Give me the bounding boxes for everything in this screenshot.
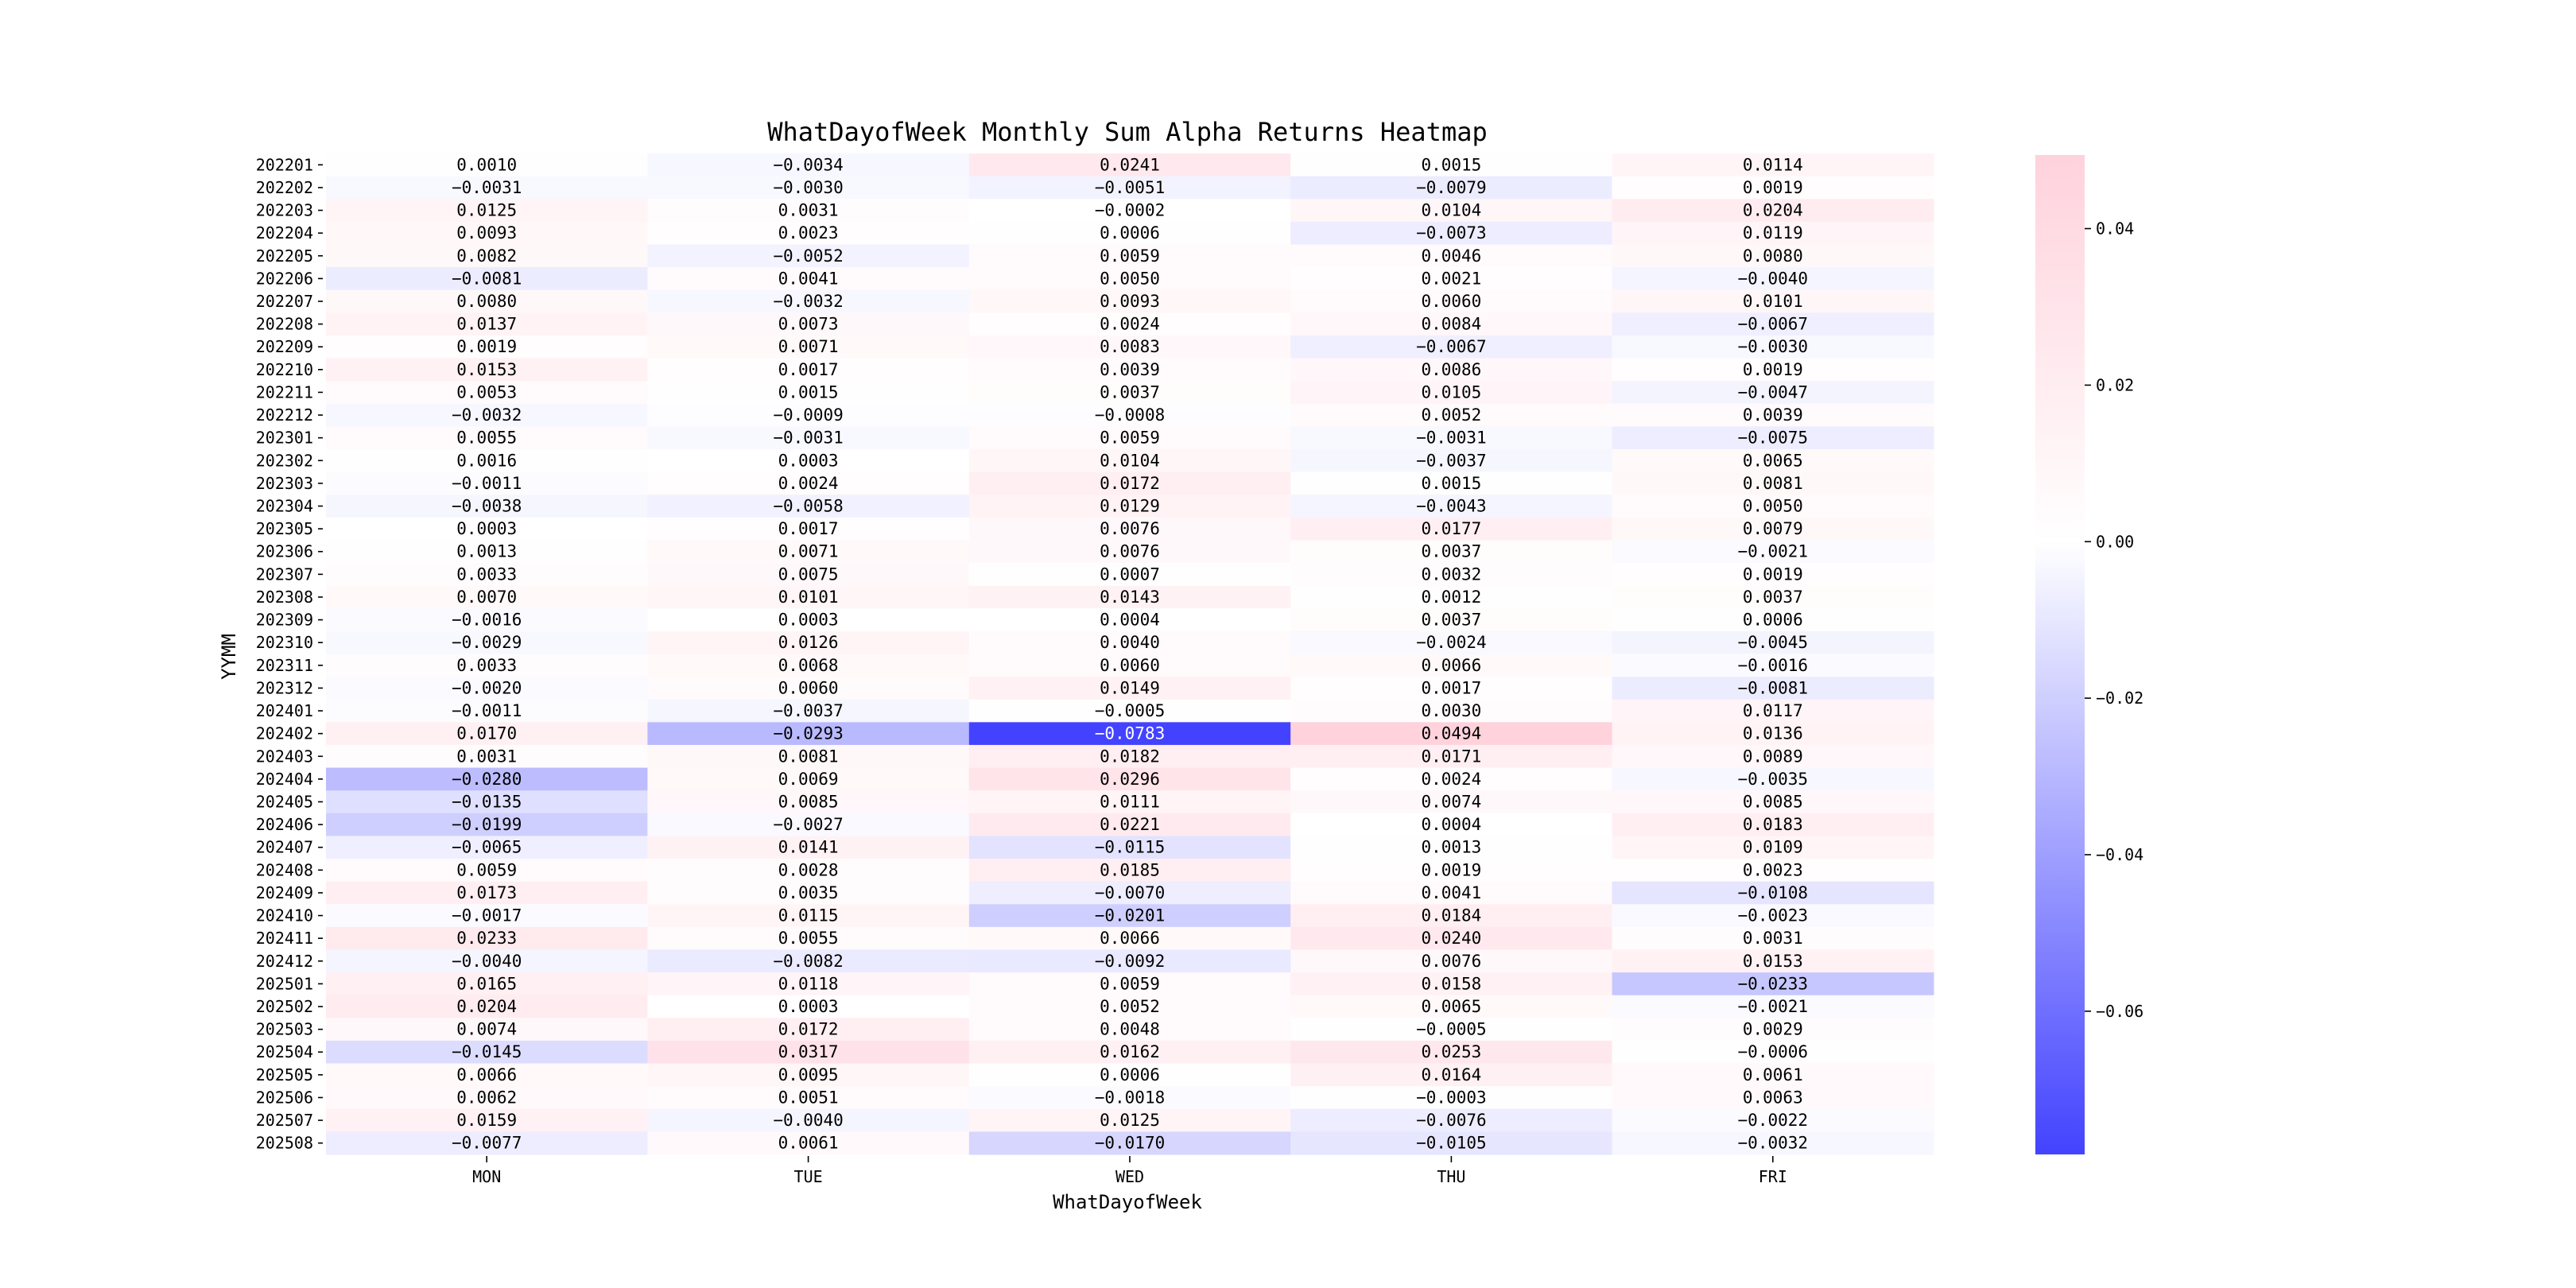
cell-value-label: 0.0253 [1421, 1042, 1482, 1062]
cell-value-label: 0.0059 [1100, 246, 1160, 266]
colorbar-tick-label: −0.02 [2096, 689, 2144, 708]
cell-value-label: −0.0051 [1094, 177, 1166, 197]
cell-value-label: 0.0086 [1421, 359, 1482, 379]
cell-value-label: 0.0115 [778, 906, 839, 925]
cell-value-label: 0.0076 [1100, 519, 1160, 539]
y-tick-label: 202310 [255, 633, 313, 653]
cell-value-label: 0.0013 [1421, 837, 1482, 857]
cell-value-label: 0.0085 [778, 792, 839, 812]
cell-value-label: 0.0093 [1100, 291, 1160, 311]
cell-value-label: 0.0068 [778, 655, 839, 675]
cell-value-label: 0.0317 [778, 1042, 839, 1062]
cell-value-label: 0.0019 [1742, 359, 1803, 379]
cell-value-label: −0.0005 [1416, 1019, 1487, 1039]
y-tick-label: 202208 [255, 314, 313, 334]
y-tick-label: 202505 [255, 1065, 313, 1084]
cell-value-label: −0.0108 [1737, 883, 1809, 902]
y-tick-label: 202407 [255, 837, 313, 857]
y-tick-label: 202502 [255, 997, 313, 1017]
y-tick-label: 202307 [255, 564, 313, 584]
cell-value-label: 0.0006 [1100, 1065, 1160, 1084]
cell-value-label: 0.0041 [778, 269, 839, 289]
cell-value-label: −0.0031 [1416, 428, 1487, 448]
cell-value-label: −0.0008 [1094, 405, 1166, 425]
cell-value-label: 0.0172 [778, 1019, 839, 1039]
y-tick-label: 202405 [255, 792, 313, 812]
x-tick-label: MON [472, 1167, 502, 1186]
cell-value-label: −0.0070 [1094, 883, 1166, 902]
y-tick-label: 202302 [255, 451, 313, 471]
cell-value-label: −0.0003 [1416, 1088, 1487, 1108]
cell-value-label: 0.0159 [456, 1111, 518, 1131]
cell-value-label: 0.0015 [778, 382, 839, 402]
cell-value-label: 0.0164 [1421, 1065, 1482, 1084]
y-tick-label: 202309 [255, 610, 313, 630]
cell-value-label: 0.0241 [1100, 155, 1160, 175]
cell-value-label: 0.0055 [456, 428, 518, 448]
cell-value-label: 0.0109 [1742, 837, 1803, 857]
cell-value-label: 0.0024 [778, 473, 839, 493]
cell-value-label: −0.0005 [1094, 701, 1166, 721]
colorbar-tick-label: 0.02 [2096, 375, 2135, 395]
chart-title: WhatDayofWeek Monthly Sum Alpha Returns Heatmap [767, 117, 1488, 147]
cell-value-label: 0.0052 [1100, 997, 1160, 1017]
cell-value-label: 0.0089 [1742, 747, 1803, 766]
cell-value-label: 0.0006 [1742, 610, 1803, 630]
cell-value-label: 0.0060 [778, 678, 839, 698]
cell-value-label: 0.0080 [456, 291, 518, 311]
cell-value-label: 0.0023 [778, 223, 839, 243]
cell-value-label: −0.0032 [1737, 1133, 1809, 1153]
cell-value-label: −0.0037 [773, 701, 844, 721]
y-tick-label: 202203 [255, 200, 313, 220]
cell-value-label: −0.0199 [451, 815, 522, 835]
colorbar-gradient [2035, 155, 2085, 1154]
cell-value-label: −0.0065 [451, 837, 522, 857]
x-tick-label: WED [1115, 1167, 1145, 1186]
cell-value-label: 0.0095 [778, 1065, 839, 1084]
cell-value-label: −0.0047 [1737, 382, 1809, 402]
cell-value-label: 0.0182 [1100, 747, 1160, 766]
cell-value-label: 0.0031 [778, 200, 839, 220]
cell-value-label: 0.0153 [1742, 951, 1803, 971]
cell-value-label: 0.0104 [1421, 200, 1482, 220]
cell-value-label: −0.0076 [1416, 1111, 1487, 1131]
cell-value-label: −0.0031 [451, 177, 522, 197]
y-tick-label: 202304 [255, 496, 313, 516]
cell-value-label: 0.0017 [778, 359, 839, 379]
cell-value-label: −0.0006 [1737, 1042, 1809, 1062]
y-tick-label: 202211 [255, 382, 313, 402]
cell-value-label: −0.0052 [773, 246, 844, 266]
cell-value-label: −0.0018 [1094, 1088, 1166, 1108]
cell-value-label: −0.0783 [1094, 724, 1166, 743]
cell-value-label: 0.0119 [1742, 223, 1803, 243]
colorbar-tick-label: 0.04 [2096, 219, 2135, 239]
cell-value-label: 0.0149 [1100, 678, 1160, 698]
cell-value-label: 0.0024 [1421, 769, 1482, 789]
cell-value-label: 0.0153 [456, 359, 518, 379]
y-tick-label: 202501 [255, 974, 313, 994]
cell-value-label: 0.0048 [1100, 1019, 1160, 1039]
cell-value-label: 0.0173 [456, 883, 518, 902]
cell-value-label: 0.0004 [1100, 610, 1160, 630]
cell-value-label: 0.0101 [778, 587, 839, 607]
cell-value-label: 0.0136 [1742, 724, 1803, 743]
y-tick-label: 202201 [255, 155, 313, 175]
x-tick-label: FRI [1758, 1167, 1787, 1186]
y-axis-ticks [256, 155, 323, 1152]
cell-value-label: 0.0118 [778, 974, 839, 994]
y-tick-label: 202303 [255, 473, 313, 493]
cell-value-label: −0.0021 [1737, 541, 1809, 561]
cell-value-label: −0.0077 [451, 1133, 522, 1153]
cell-value-label: 0.0051 [778, 1088, 839, 1108]
cell-value-label: 0.0063 [1742, 1088, 1803, 1108]
cell-value-label: 0.0066 [1100, 929, 1160, 949]
cell-value-label: −0.0032 [773, 291, 844, 311]
x-axis-ticks [472, 1156, 1787, 1186]
cell-value-label: 0.0071 [778, 337, 839, 357]
cell-value-label: −0.0115 [1094, 837, 1166, 857]
cell-value-label: −0.0038 [451, 496, 522, 516]
cell-value-label: 0.0060 [1421, 291, 1482, 311]
cell-value-label: 0.0296 [1100, 769, 1160, 789]
y-tick-label: 202412 [255, 951, 313, 971]
cell-value-label: 0.0053 [456, 382, 518, 402]
heatmap-cells [326, 153, 1934, 1155]
x-tick-label: THU [1437, 1167, 1466, 1186]
cell-value-label: −0.0011 [451, 473, 522, 493]
cell-value-label: −0.0024 [1416, 633, 1487, 653]
cell-value-label: 0.0039 [1742, 405, 1803, 425]
x-axis-label: WhatDayofWeek [1053, 1191, 1202, 1213]
cell-value-label: 0.0114 [1742, 155, 1803, 175]
cell-value-label: 0.0007 [1100, 564, 1160, 584]
cell-value-label: 0.0037 [1100, 382, 1160, 402]
cell-value-label: 0.0137 [456, 314, 518, 334]
cell-value-label: 0.0184 [1421, 906, 1482, 925]
cell-value-label: 0.0031 [456, 747, 518, 766]
cell-value-label: 0.0003 [778, 610, 839, 630]
cell-value-label: 0.0204 [456, 997, 518, 1017]
cell-value-label: 0.0143 [1100, 587, 1160, 607]
cell-value-label: 0.0039 [1100, 359, 1160, 379]
cell-value-label: 0.0125 [456, 200, 518, 220]
cell-value-label: −0.0032 [451, 405, 522, 425]
y-tick-label: 202301 [255, 428, 313, 448]
cell-value-label: 0.0065 [1421, 997, 1482, 1017]
cell-value-label: 0.0074 [1421, 792, 1482, 812]
colorbar-tick-label: −0.04 [2096, 845, 2144, 864]
cell-value-label: −0.0280 [451, 769, 522, 789]
cell-value-label: 0.0060 [1100, 655, 1160, 675]
cell-value-label: 0.0165 [456, 974, 518, 994]
cell-value-label: 0.0221 [1100, 815, 1160, 835]
cell-value-label: 0.0021 [1421, 269, 1482, 289]
y-tick-label: 202308 [255, 587, 313, 607]
cell-value-label: −0.0040 [1737, 269, 1809, 289]
cell-value-label: −0.0043 [1416, 496, 1487, 516]
cell-value-label: 0.0117 [1742, 701, 1803, 721]
cell-value-label: 0.0035 [778, 883, 839, 902]
cell-value-label: 0.0050 [1742, 496, 1803, 516]
cell-value-label: 0.0172 [1100, 473, 1160, 493]
cell-value-label: 0.0024 [1100, 314, 1160, 334]
y-tick-label: 202212 [255, 405, 313, 425]
cell-value-label: 0.0013 [456, 541, 518, 561]
cell-value-label: 0.0084 [1421, 314, 1482, 334]
cell-value-label: −0.0040 [451, 951, 522, 971]
cell-value-label: 0.0494 [1421, 724, 1482, 743]
y-tick-label: 202404 [255, 769, 313, 789]
cell-value-label: 0.0033 [456, 655, 518, 675]
cell-value-label: 0.0066 [456, 1065, 518, 1084]
colorbar [2035, 155, 2143, 1154]
cell-value-label: −0.0135 [451, 792, 522, 812]
cell-value-label: 0.0032 [1421, 564, 1482, 584]
colorbar-tick-label: 0.00 [2096, 532, 2135, 552]
cell-value-label: 0.0082 [456, 246, 518, 266]
cell-value-label: 0.0046 [1421, 246, 1482, 266]
cell-value-label: −0.0023 [1737, 906, 1809, 925]
cell-value-label: 0.0075 [778, 564, 839, 584]
cell-value-label: −0.0081 [451, 269, 522, 289]
cell-value-label: −0.0040 [773, 1111, 844, 1131]
y-tick-label: 202209 [255, 337, 313, 357]
cell-value-label: 0.0093 [456, 223, 518, 243]
cell-value-label: −0.0079 [1416, 177, 1487, 197]
cell-value-label: 0.0012 [1421, 587, 1482, 607]
cell-value-label: 0.0061 [1742, 1065, 1803, 1084]
cell-value-label: 0.0081 [778, 747, 839, 766]
cell-value-label: 0.0111 [1100, 792, 1160, 812]
cell-value-label: 0.0040 [1100, 633, 1160, 653]
cell-value-label: −0.0011 [451, 701, 522, 721]
cell-value-label: 0.0062 [456, 1088, 518, 1108]
y-tick-label: 202202 [255, 177, 313, 197]
cell-value-label: 0.0017 [778, 519, 839, 539]
cell-value-label: −0.0201 [1094, 906, 1166, 925]
cell-value-label: 0.0171 [1421, 747, 1482, 766]
cell-value-label: 0.0015 [1421, 473, 1482, 493]
y-tick-label: 202402 [255, 724, 313, 743]
cell-value-label: 0.0081 [1742, 473, 1803, 493]
cell-value-label: −0.0029 [451, 633, 522, 653]
cell-value-label: 0.0083 [1100, 337, 1160, 357]
cell-value-label: 0.0204 [1742, 200, 1803, 220]
cell-value-label: 0.0004 [1421, 815, 1482, 835]
cell-value-label: 0.0126 [778, 633, 839, 653]
y-tick-label: 202410 [255, 906, 313, 925]
cell-value-label: 0.0071 [778, 541, 839, 561]
y-tick-label: 202504 [255, 1042, 313, 1062]
cell-value-label: 0.0233 [456, 929, 518, 949]
y-tick-label: 202205 [255, 246, 313, 266]
cell-value-label: 0.0141 [778, 837, 839, 857]
cell-value-label: 0.0029 [1742, 1019, 1803, 1039]
cell-value-label: 0.0019 [1742, 177, 1803, 197]
cell-value-label: −0.0082 [773, 951, 844, 971]
cell-value-label: 0.0066 [1421, 655, 1482, 675]
cell-value-label: −0.0045 [1737, 633, 1809, 653]
cell-value-label: 0.0158 [1421, 974, 1482, 994]
cell-value-label: −0.0030 [773, 177, 844, 197]
cell-value-label: −0.0075 [1737, 428, 1809, 448]
cell-value-label: 0.0065 [1742, 451, 1803, 471]
y-tick-label: 202411 [255, 929, 313, 949]
colorbar-tick-label: −0.06 [2096, 1001, 2144, 1021]
cell-value-label: −0.0058 [773, 496, 844, 516]
y-tick-label: 202507 [255, 1111, 313, 1131]
cell-value-label: 0.0162 [1100, 1042, 1160, 1062]
cell-value-label: 0.0059 [456, 860, 518, 880]
cell-value-label: 0.0079 [1742, 519, 1803, 539]
cell-value-label: 0.0030 [1421, 701, 1482, 721]
cell-value-label: −0.0170 [1094, 1133, 1166, 1153]
cell-value-label: 0.0073 [778, 314, 839, 334]
cell-value-label: 0.0129 [1100, 496, 1160, 516]
cell-value-label: 0.0080 [1742, 246, 1803, 266]
cell-value-label: 0.0037 [1421, 541, 1482, 561]
y-tick-label: 202408 [255, 860, 313, 880]
cell-value-label: 0.0055 [778, 929, 839, 949]
cell-value-label: 0.0085 [1742, 792, 1803, 812]
y-tick-label: 202506 [255, 1088, 313, 1108]
cell-value-label: 0.0076 [1100, 541, 1160, 561]
cell-value-label: −0.0002 [1094, 200, 1166, 220]
cell-value-label: −0.0016 [1737, 655, 1809, 675]
cell-value-label: 0.0031 [1742, 929, 1803, 949]
cell-value-label: 0.0059 [1100, 428, 1160, 448]
cell-value-label: 0.0104 [1100, 451, 1160, 471]
cell-value-label: 0.0037 [1742, 587, 1803, 607]
cell-value-label: 0.0074 [456, 1019, 518, 1039]
cell-value-label: 0.0023 [1742, 860, 1803, 880]
cell-value-label: 0.0105 [1421, 382, 1482, 402]
cell-value-label: −0.0081 [1737, 678, 1809, 698]
cell-value-label: 0.0016 [456, 451, 518, 471]
cell-value-label: −0.0017 [451, 906, 522, 925]
y-tick-label: 202306 [255, 541, 313, 561]
cell-value-label: −0.0022 [1737, 1111, 1809, 1131]
cell-value-label: −0.0031 [773, 428, 844, 448]
cell-value-label: 0.0037 [1421, 610, 1482, 630]
cell-value-label: 0.0033 [456, 564, 518, 584]
y-tick-label: 202401 [255, 701, 313, 721]
cell-value-label: 0.0177 [1421, 519, 1482, 539]
y-tick-label: 202503 [255, 1019, 313, 1039]
cell-value-label: −0.0092 [1094, 951, 1166, 971]
cell-value-label: 0.0076 [1421, 951, 1482, 971]
cell-value-label: 0.0052 [1421, 405, 1482, 425]
cell-value-label: 0.0003 [778, 997, 839, 1017]
cell-value-label: 0.0125 [1100, 1111, 1160, 1131]
cell-value-label: −0.0105 [1416, 1133, 1487, 1153]
cell-value-label: 0.0061 [778, 1133, 839, 1153]
cell-value-label: −0.0020 [451, 678, 522, 698]
y-tick-label: 202406 [255, 815, 313, 835]
cell-value-label: 0.0019 [1421, 860, 1482, 880]
cell-value-label: −0.0021 [1737, 997, 1809, 1017]
cell-value-label: −0.0016 [451, 610, 522, 630]
cell-value-label: −0.0293 [773, 724, 844, 743]
cell-value-label: 0.0183 [1742, 815, 1803, 835]
y-tick-label: 202311 [255, 655, 313, 675]
cell-value-label: 0.0069 [778, 769, 839, 789]
cell-value-label: 0.0101 [1742, 291, 1803, 311]
y-tick-label: 202403 [255, 747, 313, 766]
cell-value-label: −0.0145 [451, 1042, 522, 1062]
y-tick-label: 202508 [255, 1133, 313, 1153]
y-axis-label: YYMM [218, 634, 240, 680]
cell-value-label: 0.0015 [1421, 155, 1482, 175]
cell-value-label: 0.0003 [456, 519, 518, 539]
cell-value-label: 0.0017 [1421, 678, 1482, 698]
cell-value-label: −0.0037 [1416, 451, 1487, 471]
cell-value-label: −0.0067 [1416, 337, 1487, 357]
cell-value-label: −0.0073 [1416, 223, 1487, 243]
x-tick-label: TUE [793, 1167, 823, 1186]
y-tick-label: 202305 [255, 519, 313, 539]
cell-value-label: 0.0050 [1100, 269, 1160, 289]
y-tick-label: 202409 [255, 883, 313, 902]
y-tick-label: 202204 [255, 223, 313, 243]
y-tick-label: 202210 [255, 359, 313, 379]
cell-value-label: 0.0240 [1421, 929, 1482, 949]
cell-value-label: 0.0041 [1421, 883, 1482, 902]
cell-value-label: 0.0059 [1100, 974, 1160, 994]
cell-value-label: −0.0034 [773, 155, 844, 175]
cell-value-label: 0.0185 [1100, 860, 1160, 880]
cell-value-label: 0.0006 [1100, 223, 1160, 243]
cell-value-label: 0.0010 [456, 155, 518, 175]
cell-value-label: −0.0027 [773, 815, 844, 835]
cell-value-label: 0.0170 [456, 724, 518, 743]
cell-value-label: −0.0035 [1737, 769, 1809, 789]
cell-value-label: −0.0009 [773, 405, 844, 425]
cell-value-label: 0.0028 [778, 860, 839, 880]
y-tick-label: 202206 [255, 269, 313, 289]
cell-value-label: 0.0003 [778, 451, 839, 471]
cell-value-label: −0.0030 [1737, 337, 1809, 357]
cell-value-label: 0.0070 [456, 587, 518, 607]
y-tick-label: 202312 [255, 678, 313, 698]
cell-value-label: −0.0067 [1737, 314, 1809, 334]
cell-value-label: 0.0019 [456, 337, 518, 357]
y-tick-label: 202207 [255, 291, 313, 311]
cell-value-label: 0.0019 [1742, 564, 1803, 584]
cell-value-label: −0.0233 [1737, 974, 1809, 994]
